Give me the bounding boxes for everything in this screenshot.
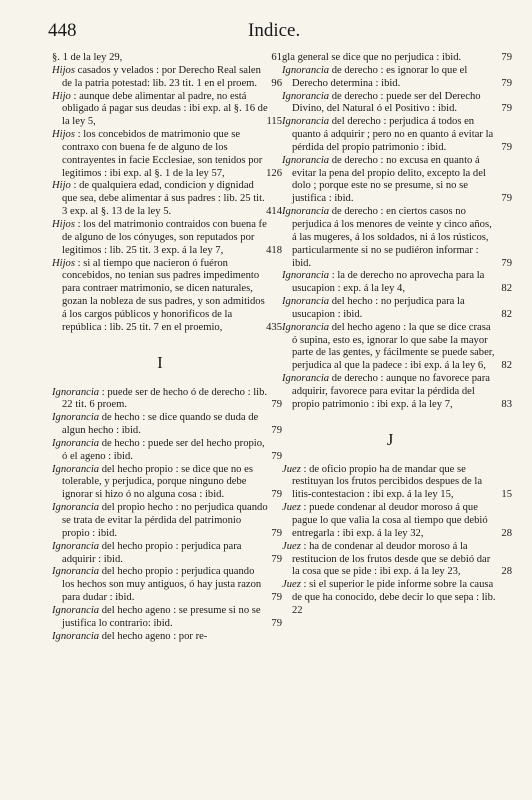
index-entry: [282, 463, 512, 503]
index-entry: [282, 579, 498, 618]
entry-text: del hecho : no perjudica para la usucapion : ibid.: [292, 296, 465, 320]
entry-text: del propio hecho : no perjudica quando se trata de evitar la pérdida del patrimonio propio : ibid.: [62, 502, 268, 539]
entry-text: : los del matrimonio contraidos con buena fe de alguno de los cónyuges, son reputados por legitimos : lib. 25 tit. 3 exp. á la ley 7,: [62, 218, 267, 256]
entry-page-ref: 79: [501, 52, 512, 63]
entry-text: del hecho propio : se dice que no es tolerable, y perjudica, porque ninguno debe ignorar si hizo ó no alguna cosa : ibid.: [62, 463, 253, 501]
entry-page-ref: 79: [271, 399, 282, 411]
entry-page-ref: 28: [501, 566, 512, 578]
entry-keyword: Hijo: [52, 180, 71, 192]
entry-text: de hecho : puede ser del hecho propio, ó el ageno : ibid.: [62, 437, 265, 462]
entry-keyword: Ignorancia: [282, 206, 330, 218]
index-entry: [282, 154, 512, 206]
entry-text: : la de derecho no aprovecha para la usucapion : exp. á la ley 4,: [292, 270, 485, 295]
entry-keyword: Ignorancia: [52, 437, 100, 449]
entry-text: : puede ser de hecho ó de derecho : lib. 22 tit. 6 proem.: [62, 386, 268, 411]
index-entry: [282, 52, 512, 65]
entry-page-ref: 435: [266, 321, 282, 333]
entry-keyword: Hijos: [52, 129, 75, 141]
entry-page-ref: 126: [266, 167, 282, 179]
left-entries-h: [52, 52, 282, 335]
entry-text: : ha de condenar al deudor moroso á la restitucion de los frutos desde que se debió dar la cosa que se pide : ibi exp. á la ley 23,: [292, 540, 491, 578]
entry-page-ref: 79: [501, 103, 512, 115]
index-entry: [52, 604, 282, 631]
entry-text: de derecho : en ciertos casos no perjudica á los menores de veinte y cinco años, á las mugeres, á los soldados, ni á los rústicos, particularmente si no se pudiéron informar : ibid.: [292, 206, 492, 269]
index-entry: [52, 540, 282, 567]
index-entry: [52, 412, 282, 438]
entry-text: §. 1 de la ley 29,: [52, 52, 123, 63]
index-entry: [52, 257, 282, 335]
entry-keyword: Ignorancia: [52, 386, 100, 398]
index-entry: [282, 296, 512, 322]
index-entry: [52, 218, 282, 258]
entry-page-ref: 79: [501, 77, 512, 89]
index-entry: [52, 129, 282, 180]
entry-text: del hecho ageno : se presume si no se justifica lo contrario: ibid.: [62, 604, 261, 629]
entry-text: de derecho : aunque no favorece para adquirir, favorece para evitar la pérdida del propio patrimonio : ibi exp. á la ley 7,: [292, 373, 490, 410]
entry-text: de derecho : puede ser del Derecho Divino, del Natural ó el Positivo : ibid.: [292, 90, 481, 115]
entry-keyword: Ignorancia: [282, 373, 330, 385]
entry-keyword: Ignorancia: [52, 463, 100, 475]
index-entry: [52, 90, 282, 130]
right-column: [282, 52, 512, 618]
entry-text: gla general se dice que no perjudica : ibid.: [282, 52, 462, 63]
entry-keyword: Ignorancia: [52, 566, 100, 578]
entry-keyword: Ignorancia: [282, 321, 330, 333]
running-title: Indice.: [248, 20, 301, 41]
entry-page-ref: 79: [501, 257, 512, 269]
entry-text: casados y velados : por Derecho Real salen de la patria potestad: lib. 23 tit. 1 en el proem.: [62, 64, 261, 89]
entry-page-ref: 96: [271, 77, 282, 89]
right-entries-i: [282, 52, 512, 412]
entry-keyword: Hijo: [52, 90, 71, 102]
entry-text: de derecho : no excusa en quanto á evitar la pena del propio delito, excepto la del dolo ; porque este no se presume, si no se justifica : ibid.: [292, 154, 486, 205]
index-entry: [282, 116, 512, 155]
entry-text: : si el superior le pide informe sobre la causa de que ha conocido, debe decir lo que sepa : lib. 22: [292, 579, 496, 616]
index-entry: [282, 270, 512, 296]
index-entry: [52, 437, 282, 464]
right-entries-j: [282, 463, 512, 618]
section-letter-i: I: [157, 352, 163, 372]
entry-text: : si al tiempo que nacieron ó fuéron concebidos, no tenian sus padres impedimento para contraer matrimonio, se dicen naturales, gozan la nobleza de sus padres, y son admitidos á los cargos públicos y honorificos de la república : lib. 25 tit. 7 en el proemio,: [62, 257, 265, 333]
entry-keyword: Juez: [282, 540, 301, 552]
index-entry: [52, 180, 282, 219]
entry-keyword: Ignorancia: [282, 90, 330, 102]
entry-text: del hecho propio : perjudica para adquirir : ibid.: [62, 540, 242, 565]
index-entry: [282, 540, 512, 580]
entry-page-ref: 79: [271, 489, 282, 501]
entry-keyword: Hijos: [52, 257, 75, 269]
entry-page-ref: 82: [501, 360, 512, 372]
index-entry: [282, 90, 512, 117]
index-entry: [52, 502, 282, 541]
entry-page-ref: 28: [501, 527, 512, 539]
entry-text: : aunque debe alimentar al padre, no está obligado á pagar sus deudas : ibi exp. al §. 16 de la ley 5,: [62, 90, 268, 128]
entry-text: : los concebidos de matrimonio que se contraxo con buena fe de alguno de los contrayentes in facie Ecclesiae, son tenidos por legitimos : ibi exp. al §. 1 de la ley 57,: [62, 129, 263, 179]
index-entry: [282, 502, 512, 541]
entry-page-ref: 83: [501, 398, 512, 410]
entry-page-ref: 15: [501, 489, 512, 501]
entry-text: : de oficio propio ha de mandar que se restituyan los frutos percibidos despues de la litis-contestacion : ibi exp. á la ley 15,: [292, 463, 483, 501]
index-entry: [52, 386, 282, 413]
entry-page-ref: 82: [501, 283, 512, 295]
entry-keyword: Hijos: [52, 64, 75, 76]
entry-text: del hecho ageno : la que se dice crasa ó supina, esto es, ignorar lo que sabe la mayor parte de las gentes, y fácilmente se puede saber, perjudica al que la padece : ibi exp. á la ley 6,: [292, 321, 495, 372]
section-letter-j: J: [386, 429, 394, 449]
entry-text: del hecho ageno : por re-: [99, 630, 208, 642]
entry-page-ref: 79: [271, 617, 282, 629]
entry-page-ref: 115: [266, 116, 282, 128]
entry-keyword: Hijos: [52, 218, 75, 230]
index-entry: [282, 64, 512, 91]
entry-text: del derecho : perjudica á todos en quanto á adquirir ; pero no en quanto á evitar la pérdida del propio patrimonio : ibid.: [292, 116, 494, 153]
index-entry: [52, 64, 282, 91]
entry-keyword: Ignorancia: [52, 630, 100, 642]
index-entry: [52, 566, 282, 605]
page-header: [48, 20, 492, 44]
entry-keyword: Ignorancia: [282, 270, 330, 282]
index-entry: [282, 321, 512, 373]
entry-keyword: Ignorancia: [52, 540, 100, 552]
entry-keyword: Ignorancia: [282, 154, 330, 166]
entry-page-ref: 79: [271, 553, 282, 565]
entry-keyword: Ignorancia: [282, 296, 330, 308]
entry-keyword: Ignorancia: [52, 412, 100, 424]
entry-keyword: Ignorancia: [282, 116, 330, 128]
entry-page-ref: 79: [271, 592, 282, 604]
entry-keyword: Juez: [282, 502, 301, 514]
entry-text: de derecho : es ignorar lo que el Derecho determina : ibid.: [292, 64, 468, 89]
index-entry: [282, 373, 512, 412]
left-column: [52, 52, 282, 643]
index-entry: [52, 631, 268, 644]
entry-keyword: Juez: [282, 579, 301, 591]
entry-page-ref: 79: [501, 193, 512, 205]
entry-page-ref: 82: [501, 308, 512, 320]
page-number: 448: [48, 20, 77, 41]
index-entry: [282, 206, 512, 270]
entry-page-ref: 418: [266, 244, 282, 256]
entry-page-ref: 79: [501, 141, 512, 153]
entry-text: del hecho propio : perjudica quando los hechos son muy antiguos, ó hay justa razon para dudar : ibid.: [62, 566, 262, 604]
entry-text: de hecho : se dice quando se duda de algun hecho : ibid.: [62, 412, 259, 437]
index-entry: [52, 463, 282, 503]
entry-page-ref: 61: [271, 52, 282, 63]
index-entry: [52, 52, 282, 65]
entry-page-ref: 79: [271, 425, 282, 437]
left-entries-i: [52, 386, 282, 644]
entry-keyword: Ignorancia: [282, 64, 330, 76]
entry-keyword: Ignorancia: [52, 604, 100, 616]
entry-text: : de qualquiera edad, condicion y dignidad que sea, debe alimentar á sus padres : lib. 25 tit. 3 exp. al §. 13 de la ley 5.: [62, 180, 265, 218]
entry-page-ref: 414: [266, 206, 282, 218]
entry-page-ref: 79: [271, 450, 282, 462]
entry-keyword: Ignorancia: [52, 502, 100, 514]
entry-keyword: Juez: [282, 463, 301, 475]
entry-page-ref: 79: [271, 527, 282, 539]
entry-text: : puede condenar al deudor moroso á que pague lo que valia la cosa al tiempo que debió entregarla : ibi exp. á la ley 32,: [292, 502, 488, 539]
